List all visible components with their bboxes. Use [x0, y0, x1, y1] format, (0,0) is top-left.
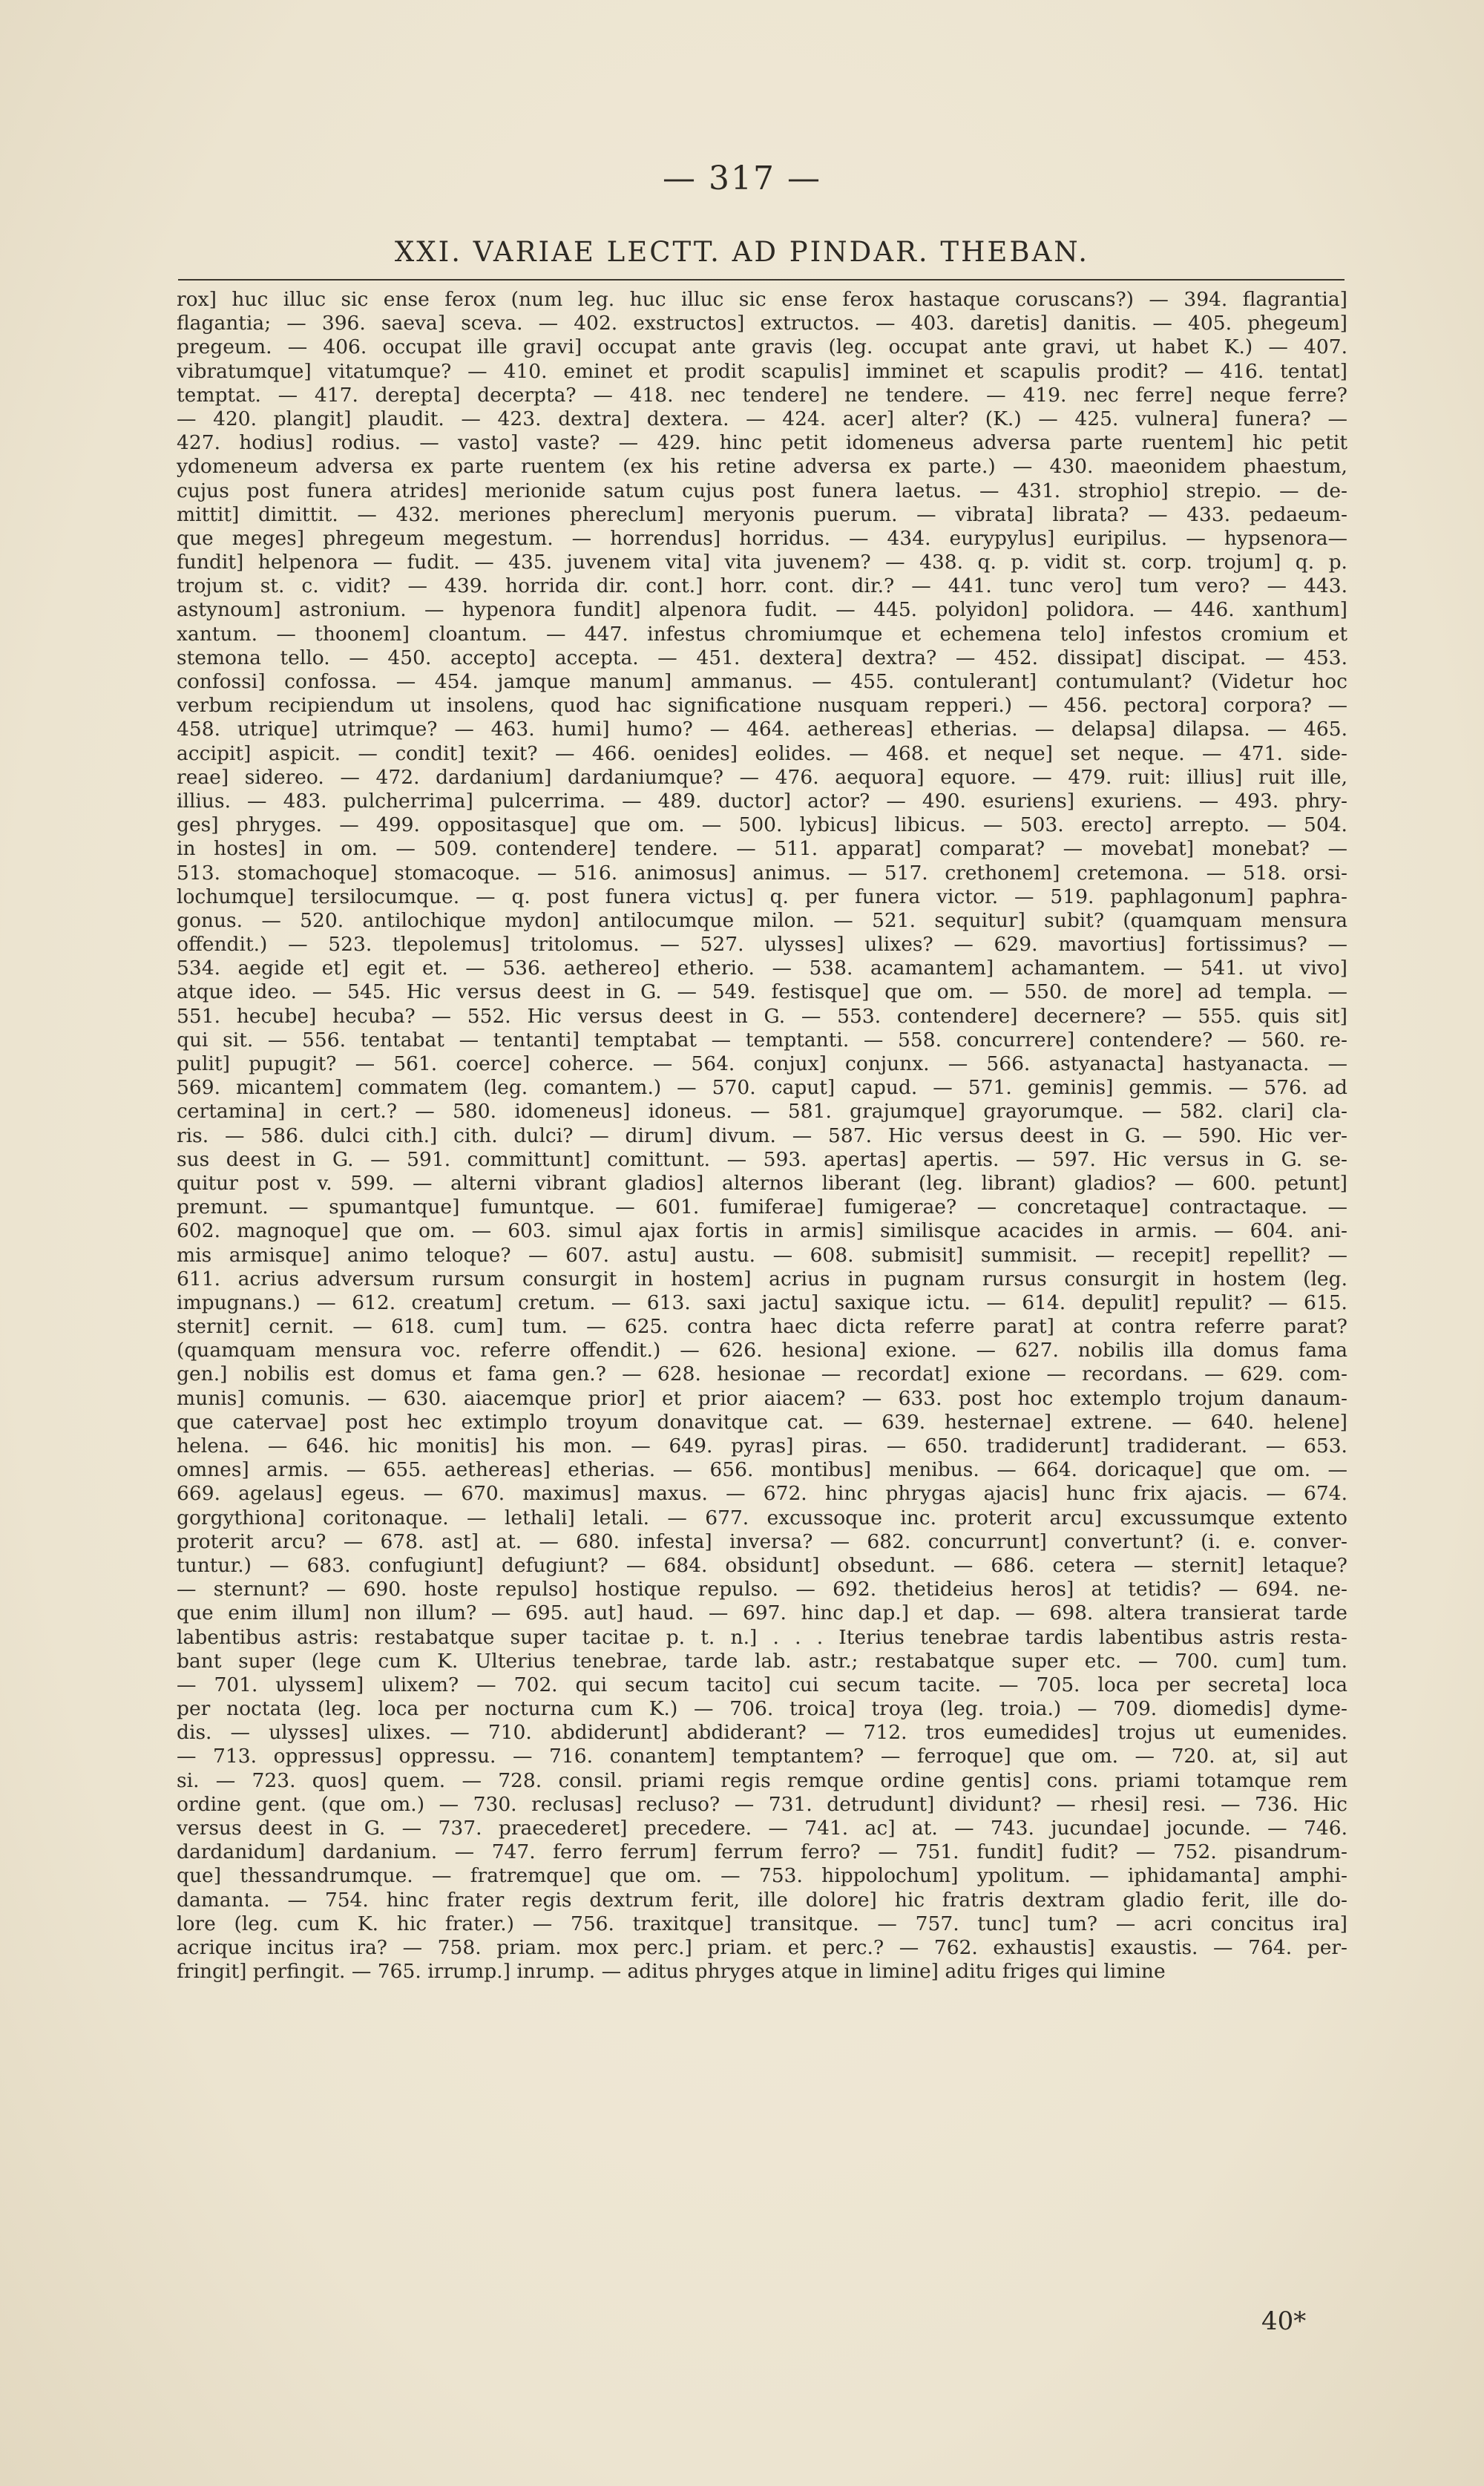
text-line: omnes] armis. — 655. aethereas] etherias. — 656. montibus] menibus. — 664. doricaque] que om. —	[177, 1458, 1347, 1482]
text-line: xantum. — thoonem] cloantum. — 447. infestus chromiumque et echemena telo] infestos cromium et	[177, 622, 1347, 646]
text-line: lore (leg. cum K. hic frater.) — 756. traxitque] transitque. — 757. tunc] tum? — acri concitus ira]	[177, 1912, 1347, 1935]
text-line: que catervae] post hec extimplo troyum donavitque cat. — 639. hesternae] extrene. — 640. helene]	[177, 1410, 1347, 1434]
text-line: flagantia; — 396. saeva] sceva. — 402. exstructos] extructos. — 403. daretis] danitis. — 405. phegeum]	[177, 312, 1347, 335]
text-line: astynoum] astronium. — hypenora fundit] alpenora fudit. — 445. polyidon] polidora. — 446. xanthum]	[177, 598, 1347, 622]
text-line: cujus post funera atrides] merionide satum cujus post funera laetus. — 431. strophio] strepio. — de-	[177, 479, 1347, 502]
text-line: — 701. ulyssem] ulixem? — 702. qui secum tacito] cui secum tacite. — 705. loca per secreta] loca	[177, 1673, 1347, 1696]
text-line: offendit.) — 523. tlepolemus] tritolomus. — 527. ulysses] ulixes? — 629. mavortius] fortissimus? —	[177, 933, 1347, 957]
text-line: — sternunt? — 690. hoste repulso] hostique repulso. — 692. thetideius heros] at tetidis? — 694. ne-	[177, 1578, 1347, 1601]
text-line: labentibus astris: restabatque super tacitae p. t. n.] . . . Iterius tenebrae tardis labentibus astris resta-	[177, 1625, 1347, 1649]
text-line: dis. — ulysses] ulixes. — 710. abdiderunt] abdiderant? — 712. tros eumedides] trojus ut eumenides.	[177, 1721, 1347, 1745]
text-line: que enim illum] non illum? — 695. aut] haud. — 697. hinc dap.] et dap. — 698. altera transierat tarde	[177, 1601, 1347, 1625]
text-line: pulit] pupugit? — 561. coerce] coherce. — 564. conjux] conjunx. — 566. astyanacta] hastyanacta. —	[177, 1052, 1347, 1075]
body-text	[177, 288, 1347, 1984]
text-line: temptat. — 417. derepta] decerpta? — 418. nec tendere] ne tendere. — 419. nec ferre] neque ferre?	[177, 383, 1347, 407]
text-line: 569. micantem] commatem (leg. comantem.) — 570. caput] capud. — 571. geminis] gemmis. — 576. ad	[177, 1076, 1347, 1100]
text-line: accipit] aspicit. — condit] texit? — 466. oenides] eolides. — 468. et neque] set neque. — 471. side-	[177, 741, 1347, 765]
text-line: dardanidum] dardanium. — 747. ferro ferrum] ferrum ferro? — 751. fundit] fudit? — 752. pisandrum-	[177, 1840, 1347, 1864]
text-line: stemona tello. — 450. accepto] accepta. — 451. dextera] dextra? — 452. dissipat] discipat. — 453.	[177, 646, 1347, 669]
text-line: (quamquam mensura voc. referre offendit.) — 626. hesiona] exione. — 627. nobilis illa domus fama	[177, 1339, 1347, 1362]
text-line: impugnans.) — 612. creatum] cretum. — 613. saxi jactu] saxique ictu. — 614. depulit] repulit? — 615.	[177, 1290, 1347, 1314]
text-line: — 420. plangit] plaudit. — 423. dextra] dextera. — 424. acer] alter? (K.) — 425. vulnera] funera? —	[177, 407, 1347, 430]
text-line: 513. stomachoque] stomacoque. — 516. animosus] animus. — 517. crethonem] cretemona. — 518. orsi-	[177, 861, 1347, 885]
text-line: versus deest in G. — 737. praecederet] precedere. — 741. ac] at. — 743. jucundae] jocunde. — 746.	[177, 1817, 1347, 1840]
text-line: gen.] nobilis est domus et fama gen.? — 628. hesionae — recordat] exione — recordans. — 629. com-	[177, 1362, 1347, 1386]
text-line: acrique incitus ira? — 758. priam. mox perc.] priam. et perc.? — 762. exhaustis] exaustis. — 764. per-	[177, 1935, 1347, 1959]
text-line: pregeum. — 406. occupat ille gravi] occupat ante gravis (leg. occupat ante gravi, ut habet K.) — 407.	[177, 335, 1347, 359]
text-line: 602. magnoque] que om. — 603. simul ajax fortis in armis] similisque acacides in armis. — 604. ani-	[177, 1219, 1347, 1243]
text-line: helena. — 646. hic monitis] his mon. — 649. pyras] piras. — 650. tradiderunt] tradiderant. — 653.	[177, 1434, 1347, 1457]
text-line: verbum recipiendum ut insolens, quod hac significatione nusquam repperi.) — 456. pectora] corpora? —	[177, 694, 1347, 718]
text-line: munis] comunis. — 630. aiacemque prior] et prior aiacem? — 633. post hoc extemplo trojum danaum-	[177, 1386, 1347, 1410]
text-line: mittit] dimittit. — 432. meriones phereclum] meryonis puerum. — vibrata] librata? — 433. pedaeum-	[177, 502, 1347, 526]
text-line: 611. acrius adversum rursum consurgit in hostem] acrius in pugnam rursus consurgit in hostem (leg.	[177, 1267, 1347, 1290]
text-line: confossi] confossa. — 454. jamque manum] ammanus. — 455. contulerant] contumulant? (Videtur hoc	[177, 670, 1347, 693]
text-line: sus deest in G. — 591. committunt] comittunt. — 593. apertas] apertis. — 597. Hic versus in G. se-	[177, 1147, 1347, 1171]
signature-mark: 40*	[1261, 2306, 1307, 2336]
text-line: reae] sidereo. — 472. dardanium] dardaniumque? — 476. aequora] equore. — 479. ruit: illius] ruit ille,	[177, 765, 1347, 789]
text-line: in hostes] in om. — 509. contendere] tendere. — 511. apparat] comparat? — movebat] monebat? —	[177, 837, 1347, 861]
text-line: certamina] in cert.? — 580. idomeneus] idoneus. — 581. grajumque] grayorumque. — 582. clari] cla-	[177, 1100, 1347, 1124]
text-line: que meges] phregeum megestum. — horrendus] horridus. — 434. eurypylus] euripilus. — hypsenora—	[177, 526, 1347, 550]
text-line: 669. agelaus] egeus. — 670. maximus] maxus. — 672. hinc phrygas ajacis] hunc frix ajacis. — 674.	[177, 1482, 1347, 1506]
text-line: — 713. oppressus] oppressu. — 716. conantem] temptantem? — ferroque] que om. — 720. at, si] aut	[177, 1745, 1347, 1768]
header-rule	[178, 279, 1345, 281]
text-line: quitur post v. 599. — alterni vibrant gladios] alternos liberant (leg. librant) gladios? — 600. petunt]	[177, 1171, 1347, 1195]
text-line: fundit] helpenora — fudit. — 435. juvenem vita] vita juvenem? — 438. q. p. vidit st. corp. trojum] q. p.	[177, 551, 1347, 574]
text-line: gorgythiona] coritonaque. — lethali] letali. — 677. excussoque inc. proterit arcu] excussumque extento	[177, 1506, 1347, 1529]
text-line: 534. aegide et] egit et. — 536. aethereo] etherio. — 538. acamantem] achamantem. — 541. ut vivo]	[177, 957, 1347, 980]
text-line: si. — 723. quos] quem. — 728. consil. priami regis remque ordine gentis] cons. priami totamque rem	[177, 1768, 1347, 1792]
text-line: per noctata (leg. loca per nocturna cum K.) — 706. troica] troya (leg. troia.) — 709. diomedis] dyme-	[177, 1697, 1347, 1721]
text-line: ordine gent. (que om.) — 730. reclusas] recluso? — 731. detrudunt] dividunt? — rhesi] resi. — 736. Hic	[177, 1792, 1347, 1816]
page-number: — 317 —	[663, 160, 821, 197]
text-line: bant super (lege cum K. Ulterius tenebrae, tarde lab. astr.; restabatque super etc. — 700. cum] tum.	[177, 1649, 1347, 1673]
text-line: illius. — 483. pulcherrima] pulcerrima. — 489. ductor] actor? — 490. esuriens] exuriens. — 493. phry-	[177, 789, 1347, 813]
text-line: 427. hodius] rodius. — vasto] vaste? — 429. hinc petit idomeneus adversa parte ruentem] hic petit	[177, 431, 1347, 455]
text-line: atque ideo. — 545. Hic versus deest in G. — 549. festisque] que om. — 550. de more] ad templa. —	[177, 980, 1347, 1004]
text-line: ris. — 586. dulci cith.] cith. dulci? — dirum] divum. — 587. Hic versus deest in G. — 590. Hic ver-	[177, 1124, 1347, 1147]
text-line: rox] huc illuc sic ense ferox (num leg. huc illuc sic ense ferox hastaque coruscans?) — 394. flagrantia]	[177, 288, 1347, 311]
text-line: premunt. — spumantque] fumuntque. — 601. fumiferae] fumigerae? — concretaque] contractaque. —	[177, 1196, 1347, 1219]
text-line: ydomeneum adversa ex parte ruentem (ex his retine adversa ex parte.) — 430. maeonidem phaestum,	[177, 455, 1347, 479]
text-line: mis armisque] animo teloque? — 607. astu] austu. — 608. submisit] summisit. — recepit] repellit? —	[177, 1243, 1347, 1267]
text-line: vibratumque] vitatumque? — 410. eminet et prodit scapulis] imminet et scapulis prodit? — 416. tentat]	[177, 359, 1347, 383]
text-line: que] thessandrumque. — fratremque] que om. — 753. hippolochum] ypolitum. — iphidamanta] amphi-	[177, 1864, 1347, 1888]
text-line: trojum st. c. vidit? — 439. horrida dir. cont.] horr. cont. dir.? — 441. tunc vero] tum vero? — 443.	[177, 574, 1347, 598]
text-line: lochumque] tersilocumque. — q. post funera victus] q. per funera victor. — 519. paphlagonum] paphra-	[177, 885, 1347, 908]
text-line: 551. hecube] hecuba? — 552. Hic versus deest in G. — 553. contendere] decernere? — 555. quis sit]	[177, 1004, 1347, 1028]
text-line: fringit] perfingit. — 765. irrump.] inrump. — aditus phryges atque in limine] aditu friges qui limine	[177, 1960, 1166, 1984]
text-line: gonus. — 520. antilochique mydon] antilocumque milon. — 521. sequitur] subit? (quamquam mensura	[177, 908, 1347, 932]
running-head: XXI. VARIAE LECTT. AD PINDAR. THEBAN.	[394, 236, 1090, 268]
text-line: ges] phryges. — 499. oppositasque] que om. — 500. lybicus] libicus. — 503. erecto] arrepto. — 504.	[177, 813, 1347, 837]
text-line: qui sit. — 556. tentabat — tentanti] temptabat — temptanti. — 558. concurrere] contendere? — 560. re-	[177, 1028, 1347, 1052]
text-line: sternit] cernit. — 618. cum] tum. — 625. contra haec dicta referre parat] at contra referre parat?	[177, 1315, 1347, 1339]
text-line: damanta. — 754. hinc frater regis dextrum ferit, ille dolore] hic fratris dextram gladio ferit, ille do-	[177, 1888, 1347, 1912]
text-line: proterit arcu? — 678. ast] at. — 680. infesta] inversa? — 682. concurrunt] convertunt? (i. e. conver-	[177, 1529, 1347, 1553]
text-line: 458. utrique] utrimque? — 463. humi] humo? — 464. aethereas] etherias. — delapsa] dilapsa. — 465.	[177, 718, 1347, 741]
text-line: tuntur.) — 683. confugiunt] defugiunt? — 684. obsidunt] obsedunt. — 686. cetera — sternit] letaque?	[177, 1553, 1347, 1577]
